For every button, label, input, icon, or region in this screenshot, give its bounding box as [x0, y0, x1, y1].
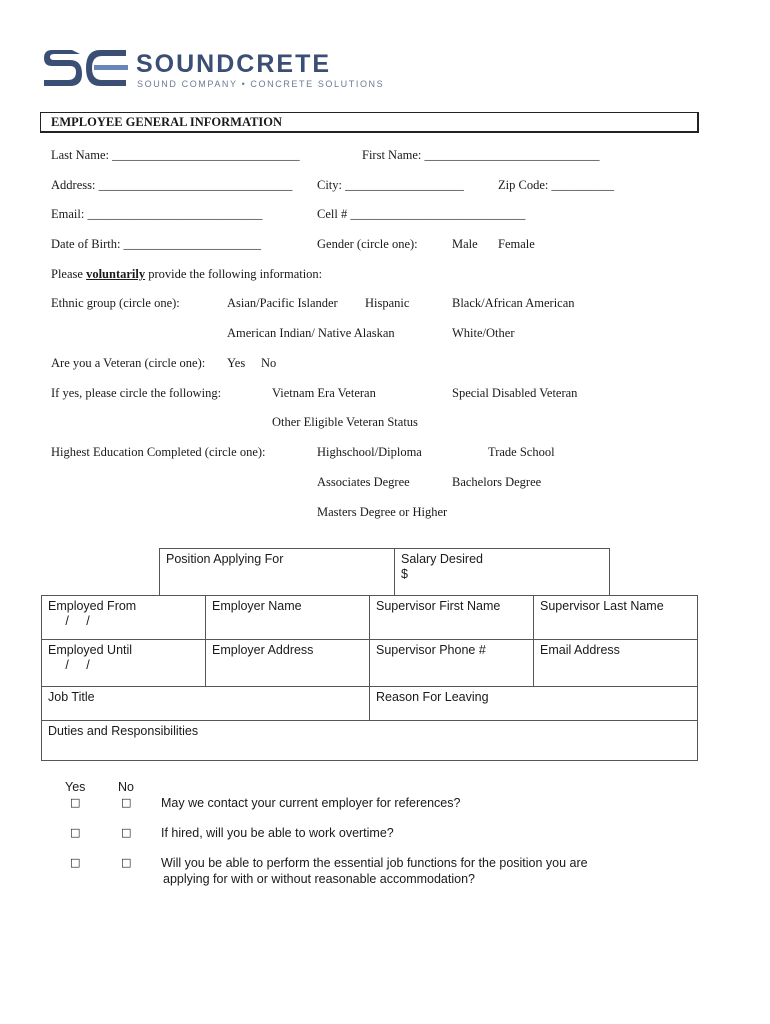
q1-no-checkbox[interactable]: □ [121, 796, 132, 809]
duties-cell[interactable]: Duties and Responsibilities [41, 720, 698, 761]
question-essential-functions-line2: applying for with or without reasonable accommodation? [163, 872, 475, 886]
employed-until-cell[interactable]: Employed Until / / [41, 639, 206, 687]
city-field[interactable]: City: ___________________ [317, 178, 464, 192]
ethnic-native-option[interactable]: American Indian/ Native Alaskan [227, 326, 395, 340]
question-essential-functions-line1: Will you be able to perform the essential job functions for the position you are [161, 856, 588, 870]
last-name-field[interactable]: Last Name: ______________________________ [51, 148, 300, 162]
ethnic-label: Ethnic group (circle one): [51, 296, 180, 310]
q2-yes-checkbox[interactable]: □ [70, 826, 81, 839]
q3-yes-checkbox[interactable]: □ [70, 856, 81, 869]
gender-label: Gender (circle one): [317, 237, 418, 251]
question-references: May we contact your current employer for references? [161, 796, 461, 810]
veteran-yes-option[interactable]: Yes [227, 356, 246, 370]
job-title-cell[interactable]: Job Title [41, 686, 370, 721]
gender-female-option[interactable]: Female [498, 237, 535, 251]
voluntary-suffix: provide the following information: [145, 267, 323, 281]
gender-male-option[interactable]: Male [452, 237, 478, 251]
yes-header: Yes [65, 780, 86, 794]
q2-no-checkbox[interactable]: □ [121, 826, 132, 839]
email-field[interactable]: Email: ____________________________ [51, 207, 263, 221]
employer-address-cell[interactable]: Employer Address [205, 639, 370, 687]
supervisor-phone-cell[interactable]: Supervisor Phone # [369, 639, 534, 687]
employed-from-cell[interactable]: Employed From / / [41, 595, 206, 640]
ethnic-black-option[interactable]: Black/African American [452, 296, 575, 310]
supervisor-first-name-cell[interactable]: Supervisor First Name [369, 595, 534, 640]
reason-for-leaving-cell[interactable]: Reason For Leaving [369, 686, 698, 721]
soundcrete-logo [42, 48, 132, 88]
voluntary-note [51, 267, 322, 282]
veteran-if-yes-label: If yes, please circle the following: [51, 386, 222, 400]
q3-no-checkbox[interactable]: □ [121, 856, 132, 869]
q1-yes-checkbox[interactable]: □ [70, 796, 81, 809]
ethnic-hispanic-option[interactable]: Hispanic [365, 296, 410, 310]
voluntary-emphasis: voluntarily [86, 267, 146, 281]
education-bachelors-option[interactable]: Bachelors Degree [452, 475, 542, 489]
voluntary-prefix: Please [51, 267, 87, 281]
section-title: EMPLOYEE GENERAL INFORMATION [40, 112, 699, 133]
ethnic-white-option[interactable]: White/Other [452, 326, 515, 340]
brand-name: SOUNDCRETE [136, 50, 332, 78]
ethnic-asian-option[interactable]: Asian/Pacific Islander [227, 296, 338, 310]
education-trade-option[interactable]: Trade School [488, 445, 555, 459]
education-associates-option[interactable]: Associates Degree [317, 475, 410, 489]
education-label: Highest Education Completed (circle one): [51, 445, 266, 459]
veteran-special-option[interactable]: Special Disabled Veteran [452, 386, 578, 400]
veteran-vietnam-option[interactable]: Vietnam Era Veteran [272, 386, 376, 400]
cell-field[interactable]: Cell # ____________________________ [317, 207, 526, 221]
first-name-field[interactable]: First Name: ____________________________ [362, 148, 600, 162]
veteran-other-option[interactable]: Other Eligible Veteran Status [272, 415, 418, 429]
supervisor-last-name-cell[interactable]: Supervisor Last Name [533, 595, 698, 640]
zip-field[interactable]: Zip Code: __________ [498, 178, 614, 192]
address-field[interactable]: Address: _______________________________ [51, 178, 293, 192]
question-overtime: If hired, will you be able to work overtime? [161, 826, 394, 840]
employer-name-cell[interactable]: Employer Name [205, 595, 370, 640]
dob-field[interactable]: Date of Birth: ______________________ [51, 237, 262, 251]
brand-tagline: SOUND COMPANY • CONCRETE SOLUTIONS [137, 79, 385, 89]
education-masters-option[interactable]: Masters Degree or Higher [317, 505, 448, 519]
position-applying-cell[interactable]: Position Applying For [159, 548, 395, 596]
veteran-label: Are you a Veteran (circle one): [51, 356, 206, 370]
salary-desired-cell[interactable]: Salary Desired $ [394, 548, 610, 596]
education-highschool-option[interactable]: Highschool/Diploma [317, 445, 422, 459]
veteran-no-option[interactable]: No [261, 356, 277, 370]
email-address-cell[interactable]: Email Address [533, 639, 698, 687]
no-header: No [118, 780, 134, 794]
